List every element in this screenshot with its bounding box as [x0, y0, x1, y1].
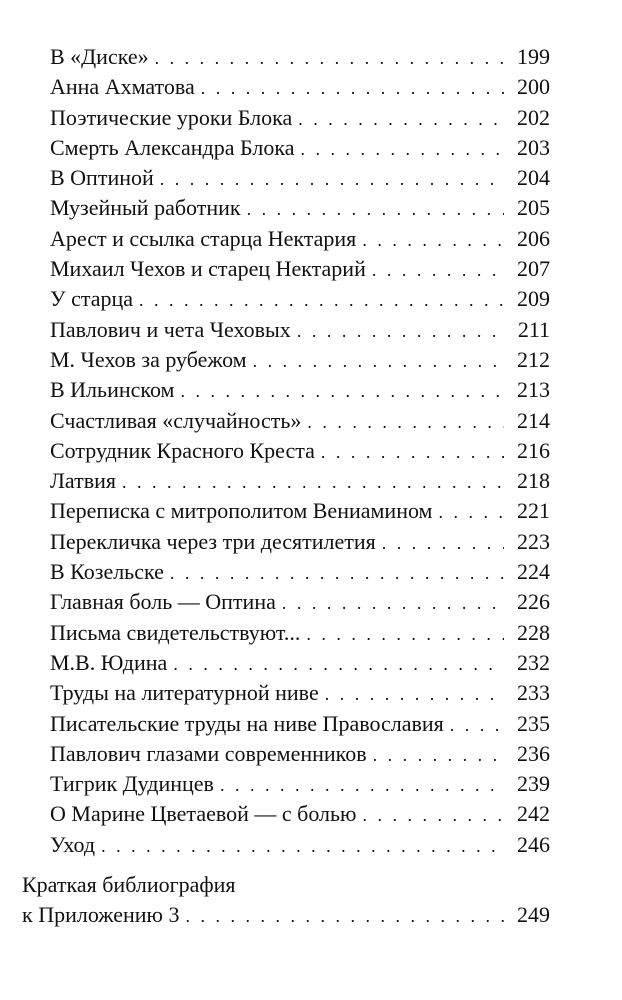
toc-entry-page: 207 [517, 256, 550, 282]
dot-leader [139, 285, 504, 315]
toc-entry[interactable] [22, 72, 550, 102]
toc-entry[interactable] [22, 375, 550, 405]
dot-leader [170, 558, 504, 588]
toc-entry[interactable] [22, 587, 550, 617]
toc-entry-title: Анна Ахматова [50, 74, 195, 100]
toc-entry-title: М. Чехов за рубежом [50, 346, 247, 372]
toc-entry-title: В Ильинском [50, 377, 175, 403]
toc-entry-page: 235 [517, 710, 550, 736]
toc-entry-page: 249 [517, 902, 550, 928]
toc-entry[interactable] [22, 557, 550, 587]
toc-entry-page: 211 [517, 316, 550, 342]
toc-entry[interactable] [22, 648, 550, 678]
toc-entry[interactable] [22, 163, 550, 193]
bibliography-line2 [22, 900, 550, 930]
toc-entry-title: О Марине Цветаевой — с болью [50, 801, 357, 827]
dot-leader [101, 831, 504, 861]
toc-entry-title: Сотрудник Красного Креста [50, 437, 315, 463]
toc-entry-page: 232 [517, 649, 550, 675]
toc-entry-title: Переписка с митрополитом Вениамином [50, 498, 433, 524]
toc-entry-page: 202 [517, 104, 550, 130]
toc-entry-title: Павлович глазами современников [50, 740, 367, 766]
toc-entry[interactable] [22, 224, 550, 254]
toc-entry-page: 226 [517, 589, 550, 615]
table-of-contents [22, 42, 550, 931]
toc-entry-title: Музейный работник [50, 195, 241, 221]
bibliography-title-line2: к Приложению 3 [22, 902, 180, 928]
dot-leader [307, 407, 504, 437]
dot-leader [450, 710, 504, 740]
dot-leader [180, 376, 504, 406]
toc-entry-title: Счастливая «случайность» [50, 407, 302, 433]
toc-entry[interactable] [22, 133, 550, 163]
dot-leader [382, 528, 504, 558]
toc-entry-page: 233 [517, 680, 550, 706]
dot-leader [282, 588, 504, 618]
toc-entry[interactable] [22, 315, 550, 345]
toc-entry-title: В «Диске» [50, 44, 149, 69]
toc-entry[interactable] [22, 345, 550, 375]
toc-entry[interactable] [22, 436, 550, 466]
toc-entry-page: 206 [517, 225, 550, 251]
dot-leader [372, 255, 504, 285]
dot-leader [300, 134, 504, 164]
toc-entry-page: 221 [517, 498, 550, 524]
toc-entry-page: 246 [517, 831, 550, 857]
dot-leader [155, 43, 504, 73]
toc-entry-title: Михаил Чехов и старец Нектарий [50, 256, 366, 282]
toc-entry[interactable] [22, 193, 550, 223]
dot-leader [122, 467, 504, 497]
toc-entry[interactable] [22, 830, 550, 860]
toc-entry-page: 209 [517, 286, 550, 312]
dot-leader [253, 346, 504, 376]
toc-entry-title: Латвия [50, 468, 117, 494]
dot-leader [201, 73, 504, 103]
toc-entry-title: Письма свидетельствуют... [50, 619, 301, 645]
toc-entry[interactable] [22, 527, 550, 557]
toc-entry-page: 203 [517, 134, 550, 160]
toc-entry[interactable] [22, 618, 550, 648]
dot-leader [362, 225, 504, 255]
dot-leader [247, 194, 504, 224]
toc-entry-page: 204 [517, 165, 550, 191]
toc-entry[interactable] [22, 254, 550, 284]
toc-entry-title: Труды на литературной ниве [50, 680, 319, 706]
toc-entry-title: У старца [50, 286, 134, 312]
toc-entry-title: Смерть Александра Блока [50, 134, 295, 160]
toc-entry[interactable] [22, 103, 550, 133]
toc-entry-title: Главная боль — Оптина [50, 589, 276, 615]
toc-entry-page: 199 [517, 44, 550, 69]
toc-entry[interactable] [22, 284, 550, 314]
toc-entry-title: Арест и ссылка старца Нектария [50, 225, 357, 251]
toc-entry-title: Павлович и чета Чеховых [50, 316, 291, 342]
dot-leader [220, 770, 504, 800]
toc-entry-title: В Козельске [50, 559, 164, 585]
dot-leader [173, 649, 504, 679]
dot-leader [362, 800, 504, 830]
dot-leader [373, 740, 504, 770]
toc-entry-page: 236 [517, 740, 550, 766]
toc-entry-title: В Оптиной [50, 165, 154, 191]
dot-leader [185, 901, 504, 931]
toc-entry[interactable] [22, 496, 550, 526]
toc-entry-title: Писательские труды на ниве Православия [50, 710, 444, 736]
toc-entry-page: 242 [517, 801, 550, 827]
toc-entry-page: 213 [517, 377, 550, 403]
toc-entry-page: 228 [517, 619, 550, 645]
toc-entry-page: 223 [517, 528, 550, 554]
toc-entry[interactable] [22, 678, 550, 708]
toc-entry-page: 200 [517, 74, 550, 100]
toc-entry-bibliography[interactable] [22, 870, 550, 931]
toc-entry[interactable] [22, 709, 550, 739]
toc-entry-page: 218 [517, 468, 550, 494]
toc-entry-page: 205 [517, 195, 550, 221]
dot-leader [298, 104, 504, 134]
toc-entry-page: 239 [517, 771, 550, 797]
toc-entry-page: 212 [517, 346, 550, 372]
dot-leader [160, 164, 504, 194]
bibliography-title-line1: Краткая библиография [22, 872, 236, 898]
dot-leader [438, 497, 504, 527]
toc-entry-title: Перекличка через три десятилетия [50, 528, 376, 554]
toc-entry[interactable] [22, 769, 550, 799]
toc-entry-page: 216 [517, 437, 550, 463]
toc-entry[interactable] [22, 799, 550, 829]
toc-entry[interactable] [22, 42, 550, 72]
dot-leader [297, 316, 504, 346]
dot-leader [325, 679, 504, 709]
toc-entry-title: Уход [50, 831, 96, 857]
dot-leader [321, 437, 504, 467]
toc-entry-page: 224 [517, 559, 550, 585]
dot-leader [306, 619, 504, 649]
toc-entry[interactable] [22, 406, 550, 436]
toc-entry[interactable] [22, 739, 550, 769]
toc-entry-title: Поэтические уроки Блока [50, 104, 293, 130]
toc-entry[interactable] [22, 466, 550, 496]
toc-entry-title: Тигрик Дудинцев [50, 771, 214, 797]
toc-entry-title: М.В. Юдина [50, 649, 168, 675]
toc-entry-page: 214 [517, 407, 550, 433]
